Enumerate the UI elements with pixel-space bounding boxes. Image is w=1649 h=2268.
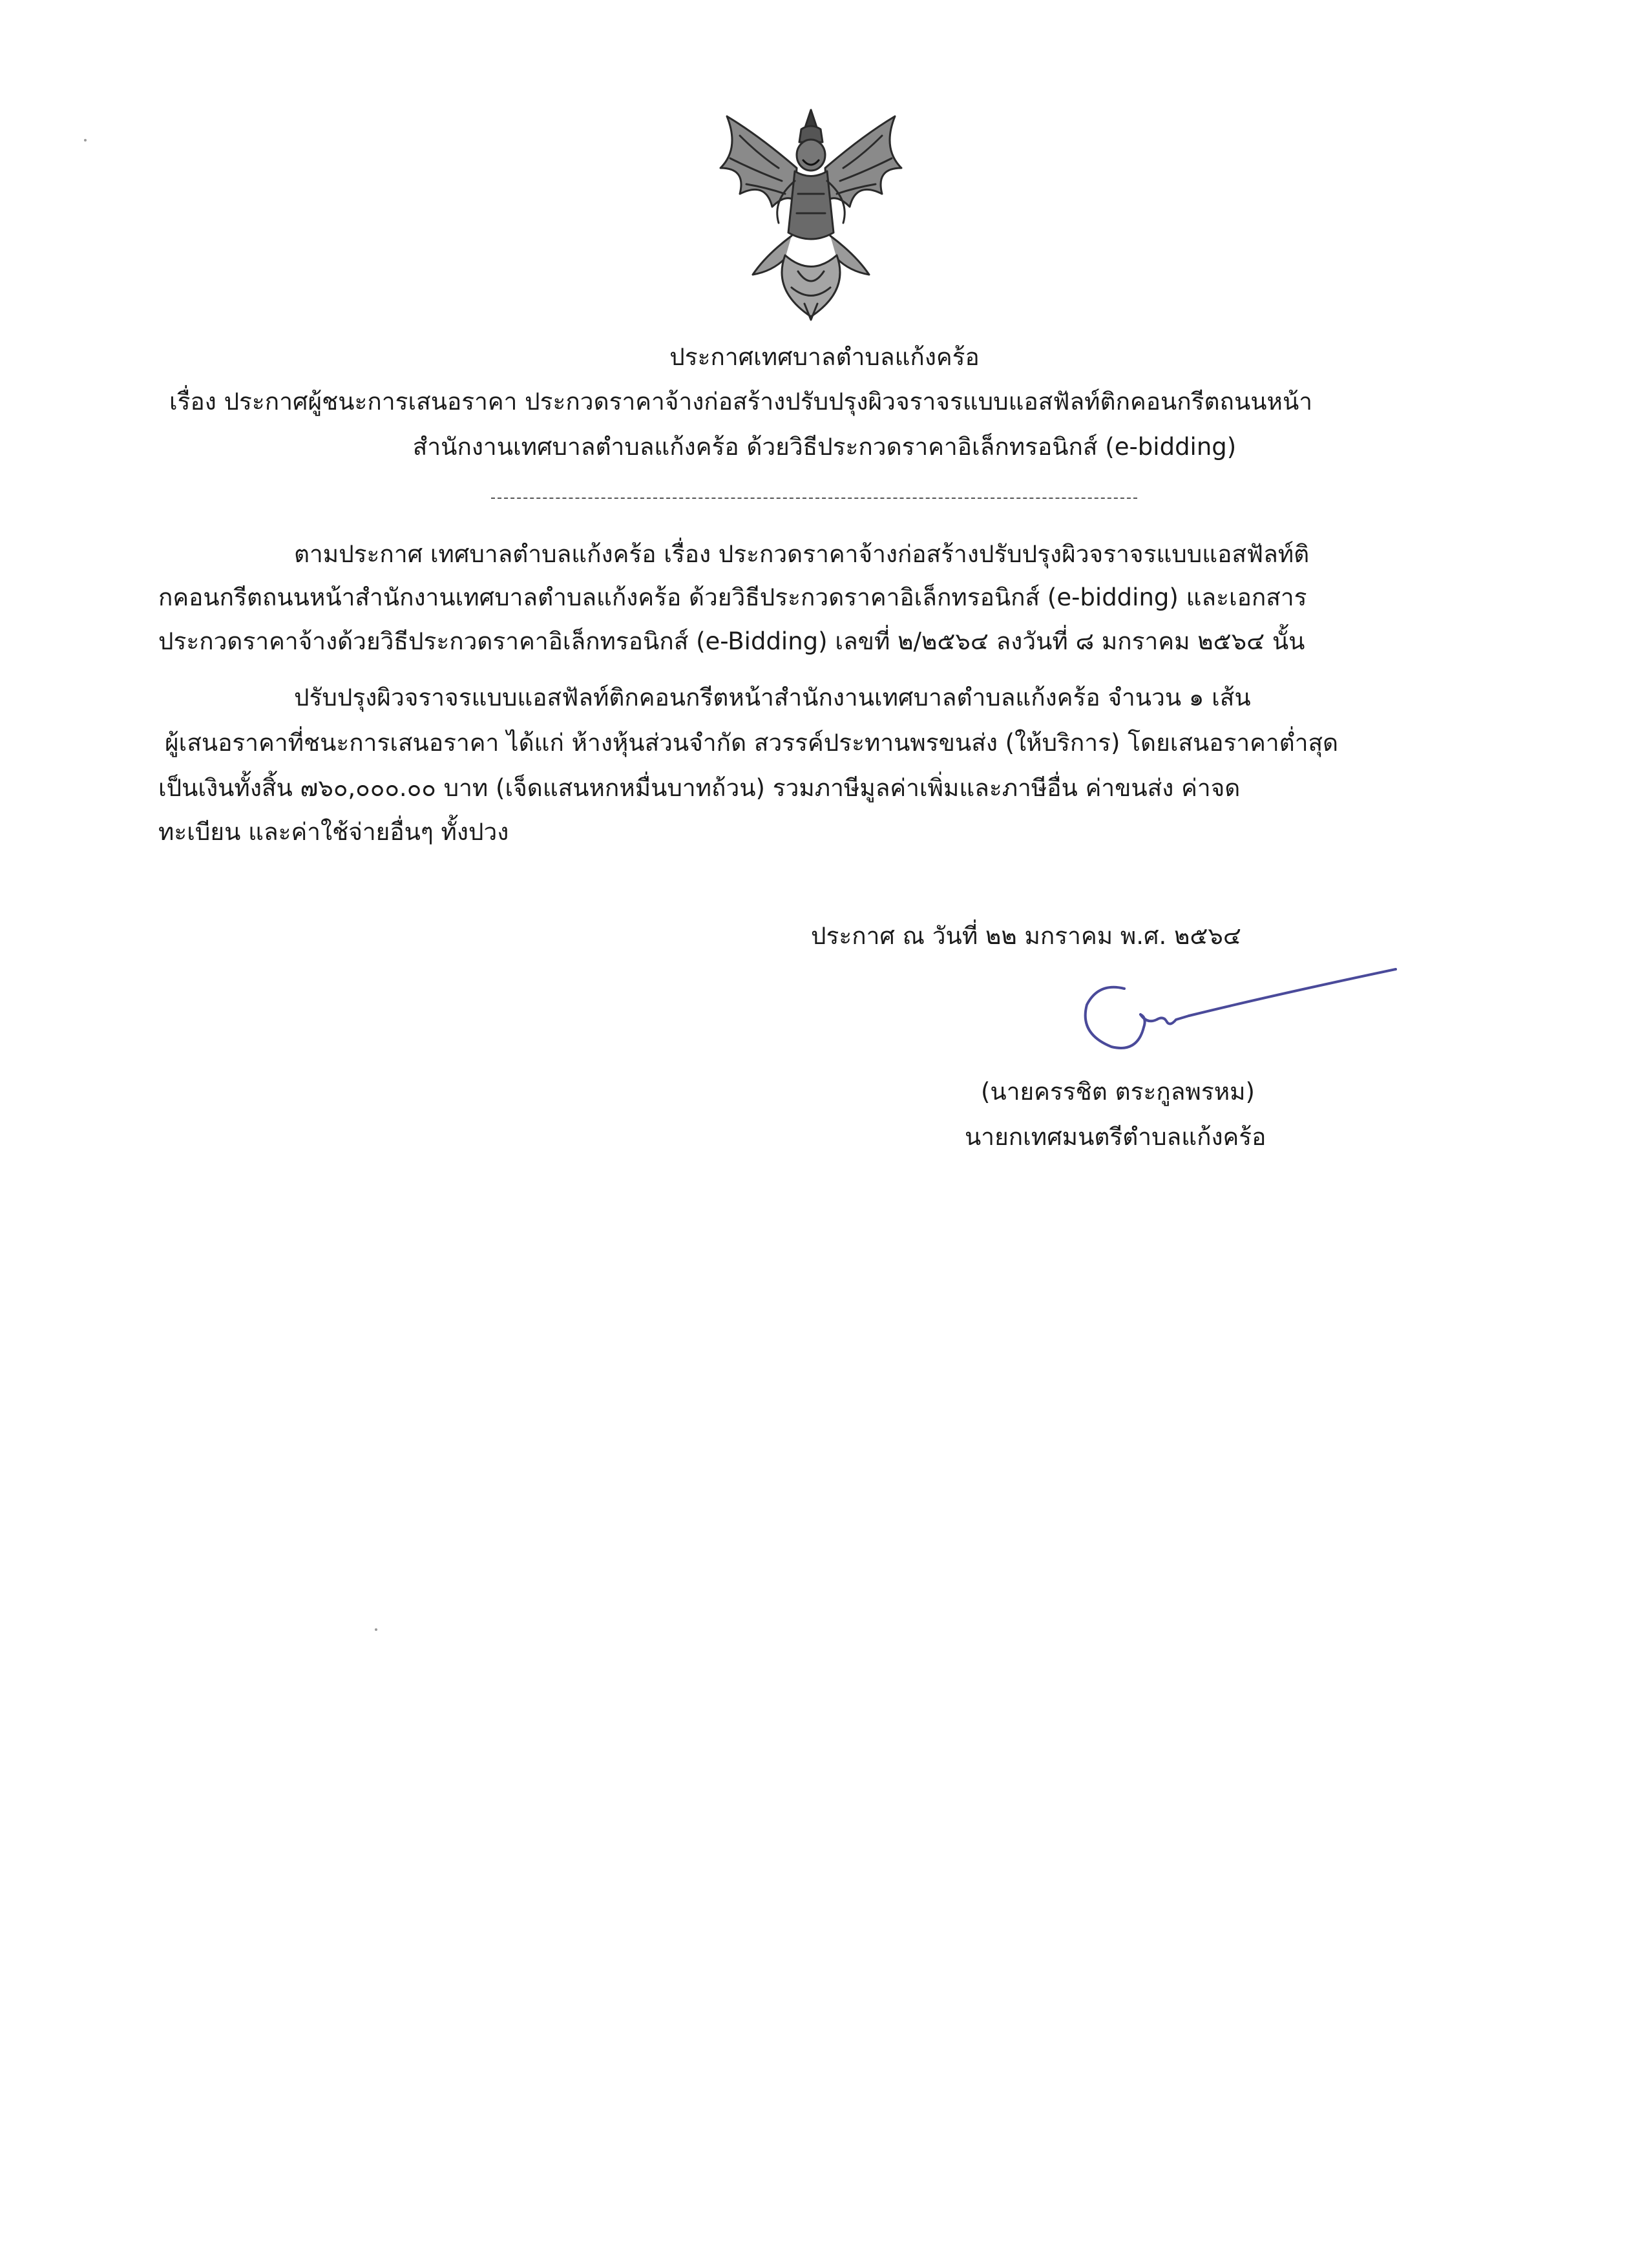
body-paragraph-2-line-3: เป็นเงินทั้งสิ้น ๗๖๐,๐๐๐.๐๐ บาท (เจ็ดแสนหกหมื่นบาทถ้วน) รวมภาษีมูลค่าเพิ่มและภาษีอื่น ค่าขนส่ง ค่าจด [158,774,1241,802]
scan-speck [84,139,87,142]
signer-name: (นายครรชิต ตระกูลพรหม) [981,1078,1255,1106]
announcement-title: ประกาศเทศบาลตำบลแก้งคร้อ [669,343,980,371]
subject-line-2: สำนักงานเทศบาลตำบลแก้งคร้อ ด้วยวิธีประกวดราคาอิเล็กทรอนิกส์ (e-bidding) [412,433,1237,461]
body-paragraph-1-line-1: ตามประกาศ เทศบาลตำบลแก้งคร้อ เรื่อง ประกวดราคาจ้างก่อสร้างปรับปรุงผิวจราจรแบบแอสฟัลท์ติ [294,540,1310,568]
signer-position: นายกเทศมนตรีตำบลแก้งคร้อ [965,1123,1266,1151]
garuda-emblem-icon [701,97,921,342]
body-paragraph-2-line-1: ปรับปรุงผิวจราจรแบบแอสฟัลท์ติกคอนกรีตหน้าสำนักงานเทศบาลตำบลแก้งคร้อ จำนวน ๑ เส้น [294,684,1251,711]
announcement-date: ประกาศ ณ วันที่ ๒๒ มกราคม พ.ศ. ๒๕๖๔ [811,922,1241,950]
signature-mark [1060,943,1422,1073]
scan-speck [375,1628,377,1631]
body-paragraph-1-line-3: ประกวดราคาจ้างด้วยวิธีประกวดราคาอิเล็กทรอนิกส์ (e-Bidding) เลขที่ ๒/๒๕๖๔ ลงวันที่ ๘ มกราคม ๒๕๖๔ นั้น [158,627,1305,655]
subject-line-1: เรื่อง ประกาศผู้ชนะการเสนอราคา ประกวดราคาจ้างก่อสร้างปรับปรุงผิวจราจรแบบแอสฟัลท์ติกคอนกรีตถนนหน้า [169,388,1313,415]
header-divider [491,498,1137,499]
body-paragraph-2-line-4: ทะเบียน และค่าใช้จ่ายอื่นๆ ทั้งปวง [158,818,509,846]
body-paragraph-2-line-2: ผู้เสนอราคาที่ชนะการเสนอราคา ได้แก่ ห้างหุ้นส่วนจำกัด สวรรค์ประทานพรขนส่ง (ให้บริการ) โดยเสนอราคาต่ำสุด [165,729,1339,757]
body-paragraph-1-line-2: กคอนกรีตถนนหน้าสำนักงานเทศบาลตำบลแก้งคร้อ ด้วยวิธีประกวดราคาอิเล็กทรอนิกส์ (e-bidding) และเอกสาร [158,583,1307,611]
